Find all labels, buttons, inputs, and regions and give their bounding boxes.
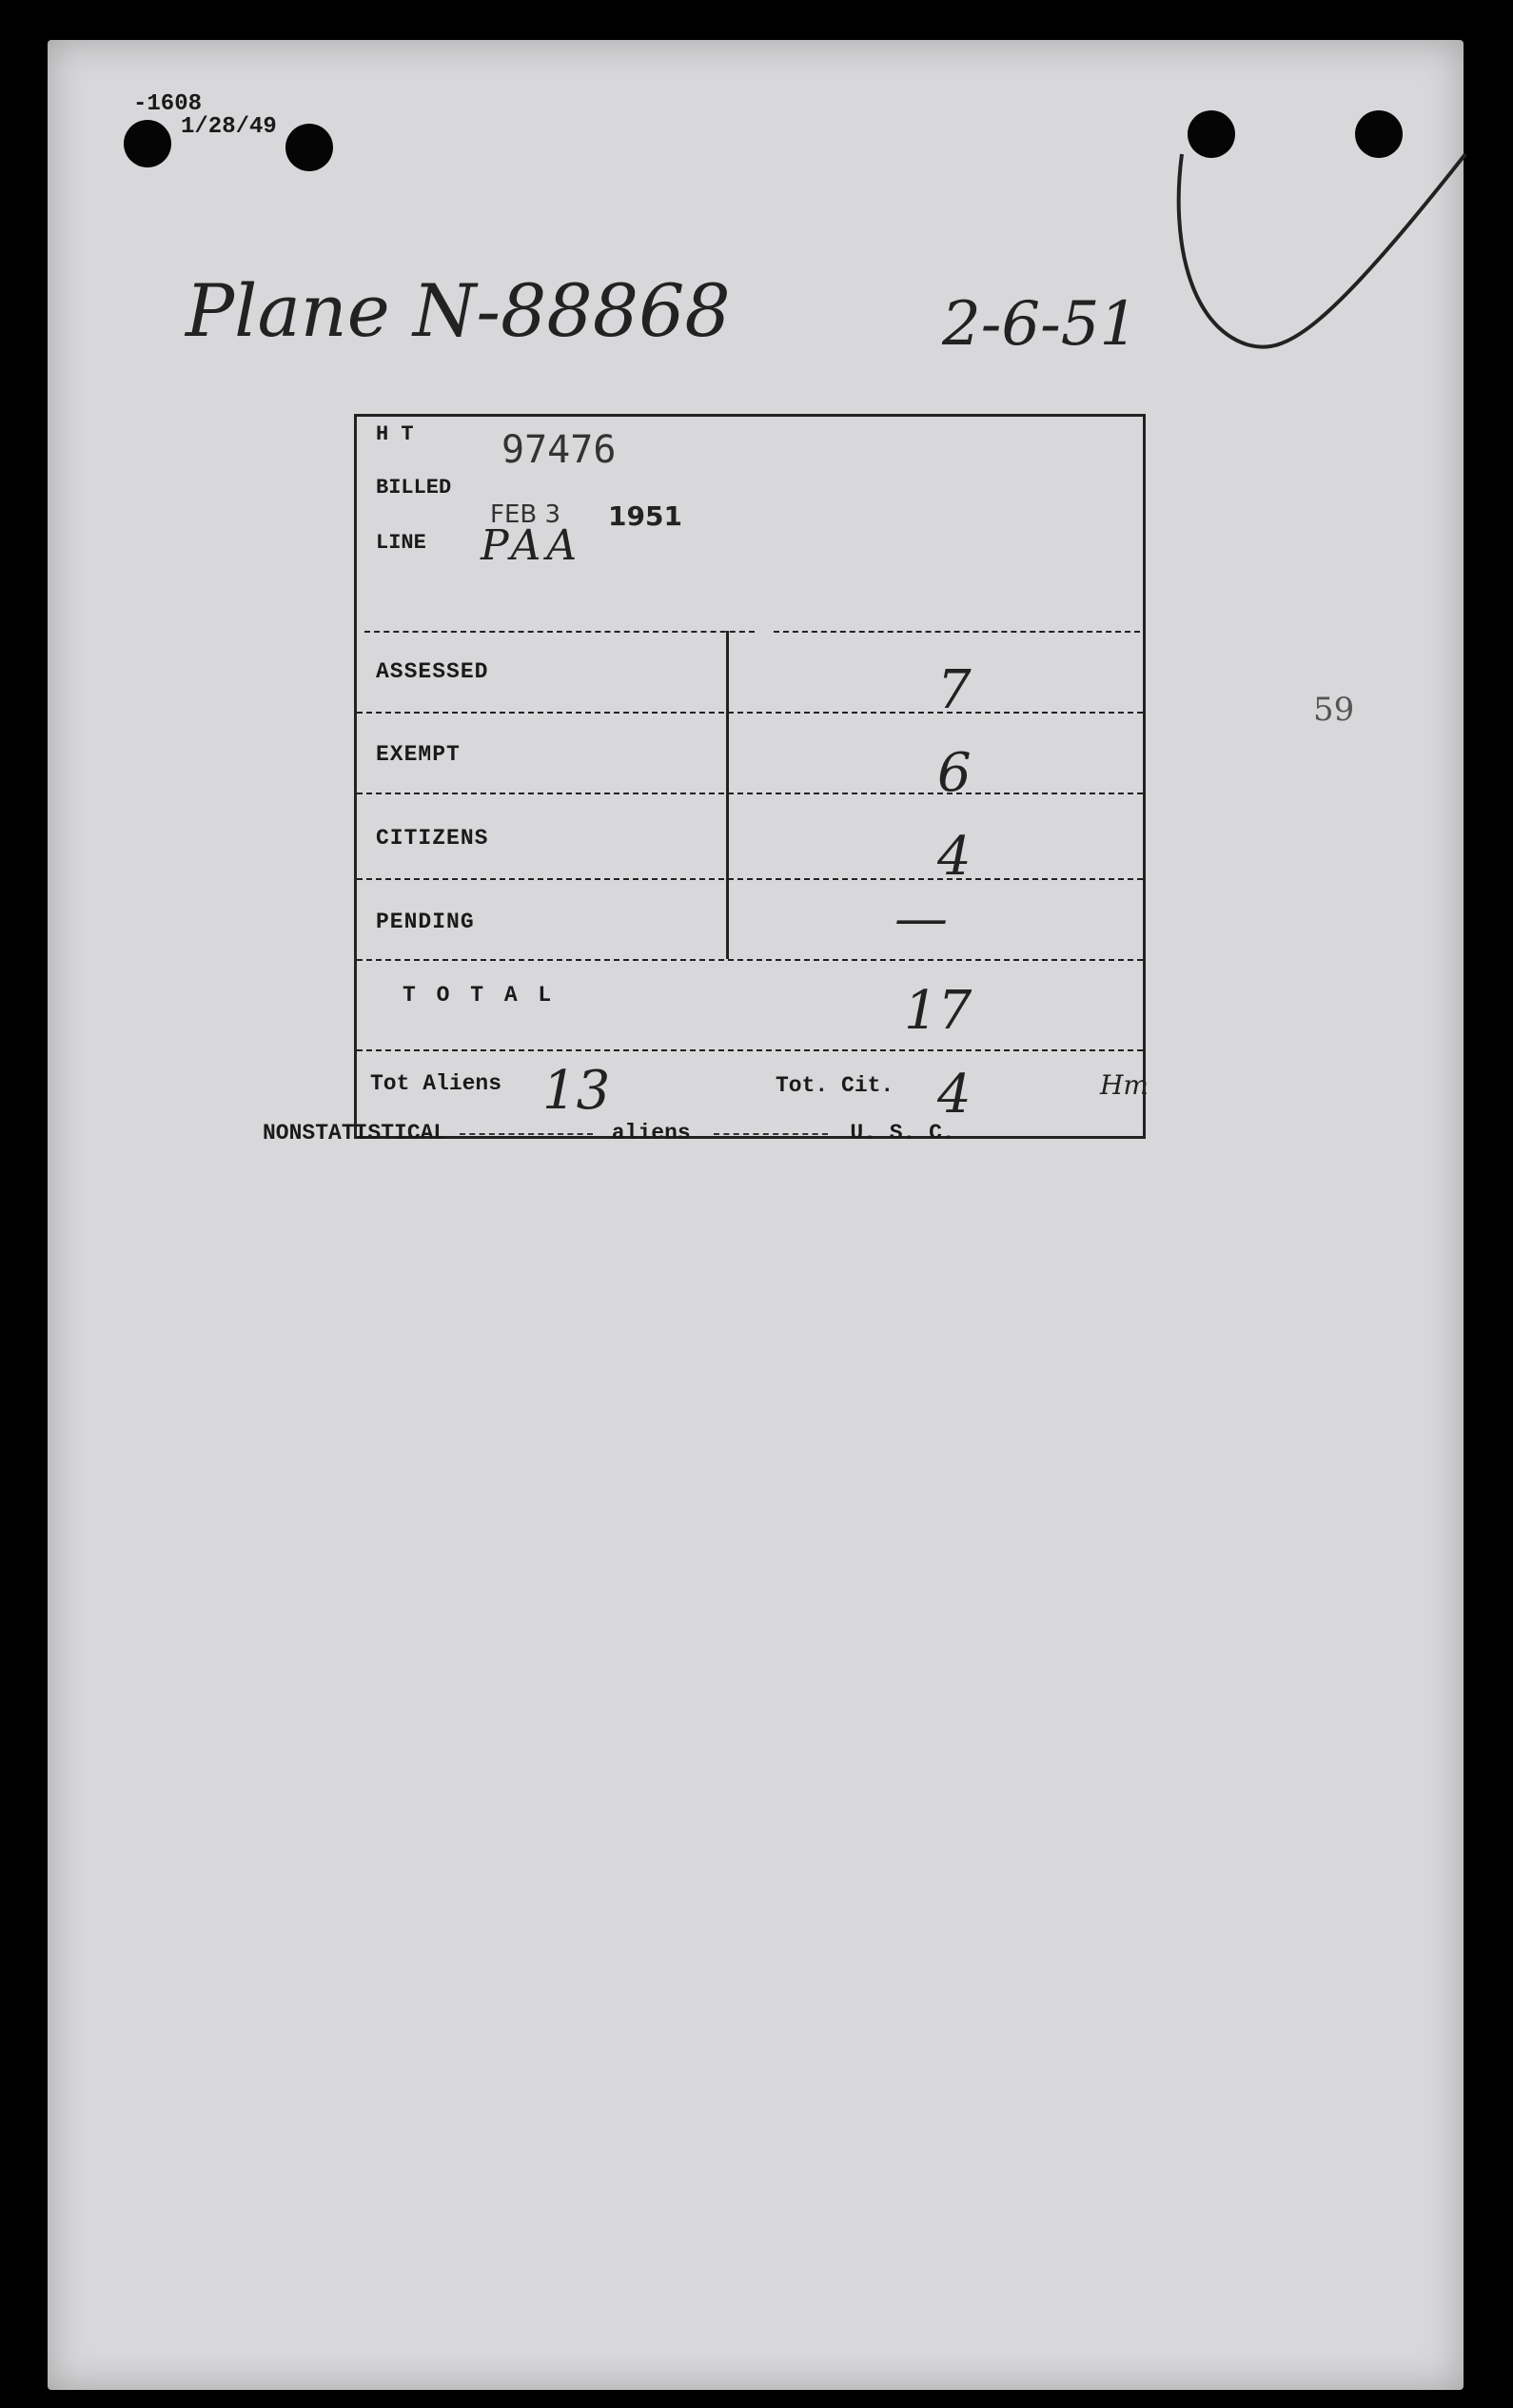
form-date: 1/28/49 [181,114,277,140]
total-label: T O T A L [403,983,556,1008]
check-mark-icon [1170,107,1494,392]
nonstatistical-label: NONSTATISTICAL [263,1121,447,1145]
row-label-citizens: CITIZENS [376,826,489,851]
separator-top-left [364,631,755,633]
separator-3 [357,878,1143,880]
billed-date-year: 1951 [608,500,682,532]
ht-number: 97476 [501,428,617,472]
tot-aliens-value: 13 [542,1060,611,1122]
separator-top-right [774,631,1140,633]
tot-aliens-label: Tot Aliens [370,1071,502,1096]
usc-label: U. S. C. [850,1121,955,1145]
tot-cit-value: 4 [937,1064,972,1126]
row-value-exempt: 6 [937,742,972,804]
separator-5 [357,1049,1143,1051]
separator-2 [357,793,1143,794]
document-page [48,40,1464,2390]
line-value: PAA [481,521,583,570]
handwritten-date: 2-6-51 [942,289,1139,360]
page-number: 59 [1313,691,1355,729]
manifest-summary-form [354,414,1146,1139]
plane-number: Plane N-88868 [186,268,731,353]
row-value-citizens: 4 [937,826,972,888]
tot-cit-label: Tot. Cit. [776,1073,894,1098]
total-value: 17 [904,980,973,1042]
billed-date-month: FEB 3 [490,500,561,529]
billed-label: BILLED [376,476,452,499]
line-label: LINE [376,531,426,555]
ht-label: H T [376,422,414,446]
separator-4 [357,959,1143,961]
punch-hole-left-2 [285,124,333,171]
nonstatistical-aliens-blank [460,1131,593,1135]
nonstatistical-usc-blank [714,1131,828,1135]
separator-1 [357,712,1143,714]
row-value-pending: — [894,888,948,949]
row-value-assessed: 7 [937,659,972,721]
nonstatistical-line [263,1121,955,1145]
aliens-label: aliens [611,1121,691,1145]
inspector-initials: Hm [1100,1069,1149,1101]
form-number: -1608 [133,91,203,117]
row-label-pending: PENDING [376,910,475,934]
column-divider [726,631,729,959]
row-label-assessed: ASSESSED [376,659,489,684]
row-label-exempt: EXEMPT [376,742,461,767]
punch-hole-left [124,120,171,167]
